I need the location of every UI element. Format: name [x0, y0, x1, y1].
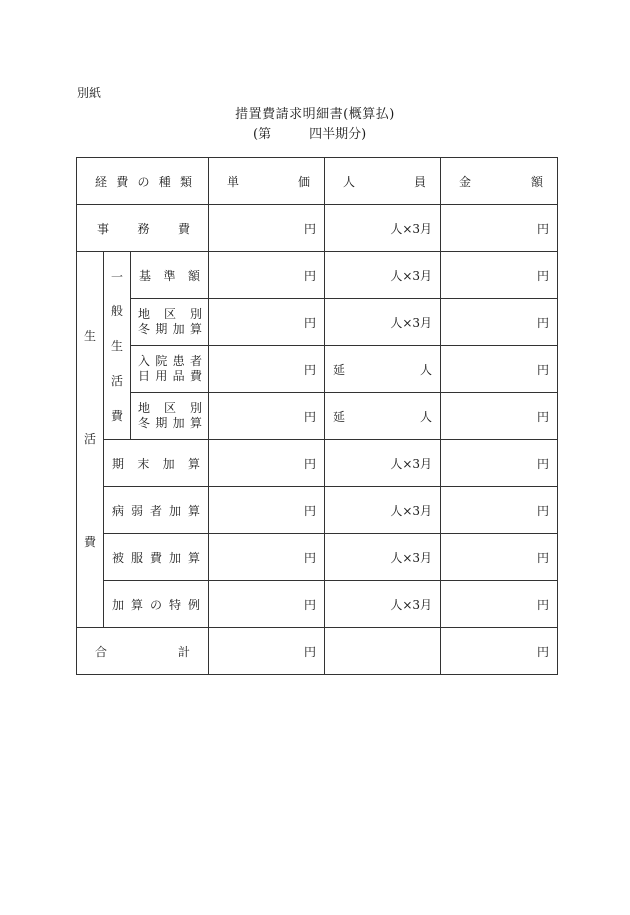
nobe-label: 延 [333, 409, 346, 424]
header-char: 価 [298, 174, 311, 189]
inpatient-daily-label [131, 346, 209, 393]
header-unit-price [209, 158, 325, 205]
total-char: 合 [95, 644, 108, 659]
base-amount-text [131, 267, 208, 284]
label-line: 地 区 別 [138, 401, 203, 415]
header-char: 人 [343, 174, 356, 189]
header-char: 員 [414, 174, 427, 189]
nin-label: 人 [420, 409, 433, 424]
personnel-cell: 人×3月 [325, 440, 441, 487]
unit-price-cell: 円 [209, 628, 325, 675]
vertical-char: 生 [110, 339, 123, 353]
personnel-cell: 人×3月 [325, 581, 441, 628]
header-char: 額 [531, 174, 544, 189]
header-char: 単 [227, 174, 240, 189]
header-row [77, 158, 558, 205]
amount-cell: 円 [441, 346, 558, 393]
vertical-char: 般 [110, 304, 123, 319]
amount-cell: 円 [441, 534, 558, 581]
row-infirm-addition [77, 487, 558, 534]
amount-cell: 円 [441, 299, 558, 346]
header-char: 種 [158, 174, 171, 189]
nin-label: 人 [420, 362, 433, 377]
personnel-cell: 人×3月 [325, 252, 441, 299]
regional-winter-label [131, 299, 209, 346]
exception-label [104, 581, 209, 628]
nobe-label: 延 [333, 362, 346, 377]
vertical-char: 費 [110, 408, 123, 423]
label-line: 冬 期 加 算 [138, 322, 202, 336]
term-end-label [104, 440, 209, 487]
unit-price-cell: 円 [209, 440, 325, 487]
row-inpatient-daily-goods [77, 346, 558, 393]
label-char: 準 [163, 268, 176, 283]
total-text [77, 643, 208, 660]
label-line: 入 院 患 者 [138, 354, 202, 368]
regional-winter-text [131, 307, 208, 337]
regional-winter-text-2 [131, 401, 208, 431]
unit-price-cell: 円 [209, 534, 325, 581]
label-char: 務 [137, 221, 150, 236]
header-personnel-text [325, 173, 440, 190]
header-unit-price-text [209, 173, 324, 190]
amount-cell: 円 [441, 581, 558, 628]
row-total [77, 628, 558, 675]
personnel-nobe [325, 408, 440, 425]
amount-cell: 円 [441, 440, 558, 487]
unit-price-cell: 円 [209, 393, 325, 440]
page-title: 措置費請求明細書(概算払) [235, 107, 395, 122]
personnel-cell: 人×3月 [325, 534, 441, 581]
vertical-char: 一 [110, 269, 123, 284]
amount-cell: 円 [441, 205, 558, 252]
living-expenses-chars [77, 275, 103, 605]
label-char: 費 [178, 221, 191, 236]
label-char: 額 [188, 268, 201, 283]
personnel-cell [325, 393, 441, 440]
header-expense-type [77, 158, 209, 205]
attachment-label: 別紙 [77, 86, 102, 100]
subtitle-close: 四半期分) [309, 127, 367, 142]
amount-cell: 円 [441, 487, 558, 534]
infirm-label [104, 487, 209, 534]
header-char: 類 [180, 174, 193, 189]
row-regional-winter-addition-2 [77, 393, 558, 440]
personnel-cell: 人×3月 [325, 205, 441, 252]
clothing-label [104, 534, 209, 581]
general-living-vertical-label [104, 252, 131, 440]
header-amount [441, 158, 558, 205]
vertical-char: 費 [83, 534, 96, 549]
personnel-cell: 人×3月 [325, 487, 441, 534]
row-office-expenses [77, 205, 558, 252]
subtitle-open: (第 [253, 127, 272, 142]
header-expense-type-text [77, 173, 208, 190]
row-base-amount [77, 252, 558, 299]
personnel-cell [325, 346, 441, 393]
unit-price-cell: 円 [209, 487, 325, 534]
unit-price-cell: 円 [209, 205, 325, 252]
personnel-cell-empty [325, 628, 441, 675]
header-char: 金 [459, 174, 472, 189]
vertical-char: 生 [83, 328, 96, 343]
vertical-char: 活 [83, 431, 96, 446]
row-regional-winter-addition [77, 299, 558, 346]
expense-table [76, 157, 558, 675]
total-char: 計 [178, 644, 191, 659]
unit-price-cell: 円 [209, 581, 325, 628]
living-expenses-vertical-label [77, 252, 104, 628]
regional-winter-label-2 [131, 393, 209, 440]
label-char: 基 [139, 268, 152, 283]
amount-cell: 円 [441, 393, 558, 440]
office-expenses-text [77, 220, 208, 237]
header-char: の [137, 174, 150, 189]
base-amount-label [131, 252, 209, 299]
office-expenses-label [77, 205, 209, 252]
amount-cell: 円 [441, 628, 558, 675]
infirm-text: 病 弱 者 加 算 [112, 503, 201, 518]
vertical-char: 活 [110, 373, 123, 388]
clothing-text: 被 服 費 加 算 [112, 550, 201, 565]
unit-price-cell: 円 [209, 299, 325, 346]
label-line: 冬 期 加 算 [138, 416, 202, 430]
label-line: 地 区 別 [138, 307, 203, 321]
personnel-nobe [325, 361, 440, 378]
header-char: 費 [116, 174, 129, 189]
row-clothing-addition [77, 534, 558, 581]
unit-price-cell: 円 [209, 346, 325, 393]
label-line: 日 用 品 費 [138, 369, 202, 383]
personnel-cell: 人×3月 [325, 299, 441, 346]
row-term-end-addition [77, 440, 558, 487]
row-addition-exception [77, 581, 558, 628]
page-subtitle [253, 123, 366, 142]
inpatient-daily-text [131, 354, 208, 384]
exception-text: 加 算 の 特 例 [112, 597, 201, 612]
header-char: 経 [95, 174, 108, 189]
general-living-chars [104, 256, 130, 436]
header-amount-text [441, 173, 557, 190]
header-personnel [325, 158, 441, 205]
unit-price-cell: 円 [209, 252, 325, 299]
total-label [77, 628, 209, 675]
term-end-text: 期 末 加 算 [112, 456, 200, 471]
label-char: 事 [97, 221, 110, 236]
amount-cell: 円 [441, 252, 558, 299]
